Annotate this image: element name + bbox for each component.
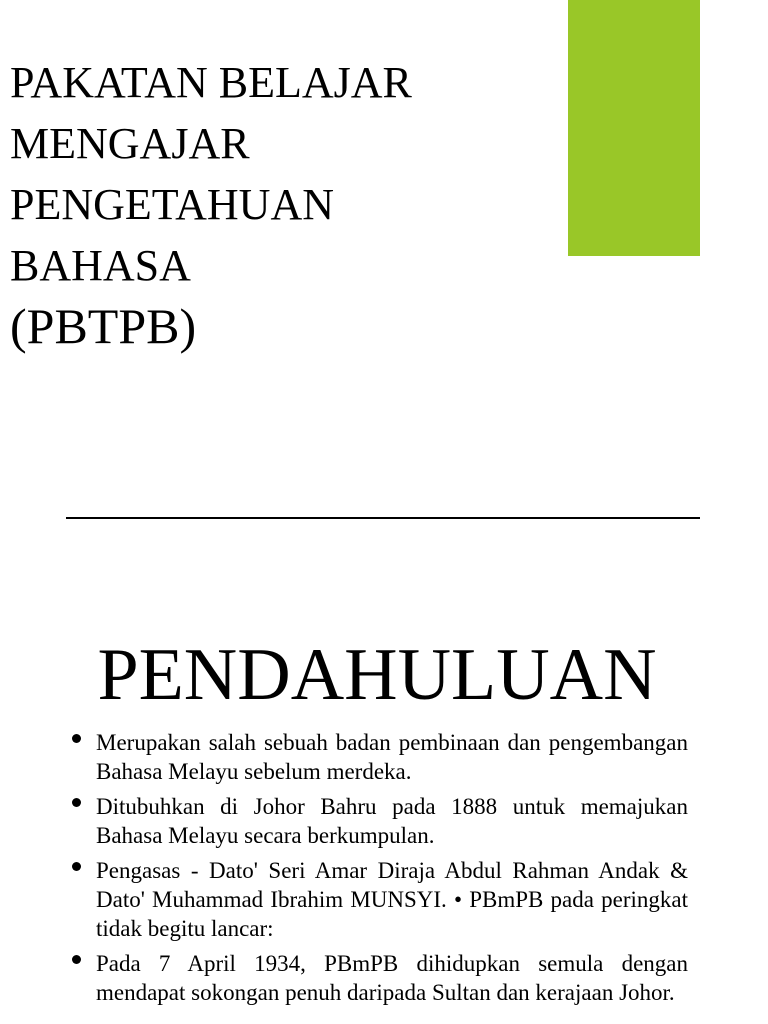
bullet-dot-icon: [72, 798, 81, 807]
bullet-dot-icon: [72, 734, 81, 743]
title-line-4: BAHASA: [10, 241, 191, 290]
title-line-2: MENGAJAR: [10, 119, 250, 168]
title-line-1: PAKATAN BELAJAR: [10, 58, 412, 107]
bullet-dot-icon: [72, 955, 81, 964]
bullet-dot-icon: [72, 862, 81, 871]
bullet-item-1: [66, 728, 688, 786]
bullet-item-4: [66, 949, 688, 1007]
bullet-list: [66, 728, 688, 1013]
bullet-text-3: Pengasas - Dato' Seri Amar Diraja Abdul Rahman Andak & Dato' Muhammad Ibrahim MUNSYI. • PBmPB pada peringkat tidak begitu lancar:: [96, 858, 688, 941]
bullet-text-4: Pada 7 April 1934, PBmPB dihidupkan semula dengan mendapat sokongan penuh daripada Sultan dan kerajaan Johor.: [96, 951, 688, 1005]
bullet-text-2: Ditubuhkan di Johor Bahru pada 1888 untuk memajukan Bahasa Melayu secara berkumpulan.: [96, 794, 688, 848]
section-heading: PENDAHULUAN: [97, 634, 657, 716]
main-title: [10, 52, 550, 356]
content-slide: [0, 560, 768, 1024]
title-line-3: PENGETAHUAN: [10, 180, 335, 229]
title-divider: [66, 517, 700, 519]
title-abbreviation: (PBTPB): [10, 298, 197, 354]
bullet-text-1: Merupakan salah sebuah badan pembinaan dan pengembangan Bahasa Melayu sebelum merdeka.: [96, 730, 688, 784]
accent-bar: [568, 0, 700, 256]
bullet-item-2: [66, 792, 688, 850]
bullet-item-3: [66, 856, 688, 943]
